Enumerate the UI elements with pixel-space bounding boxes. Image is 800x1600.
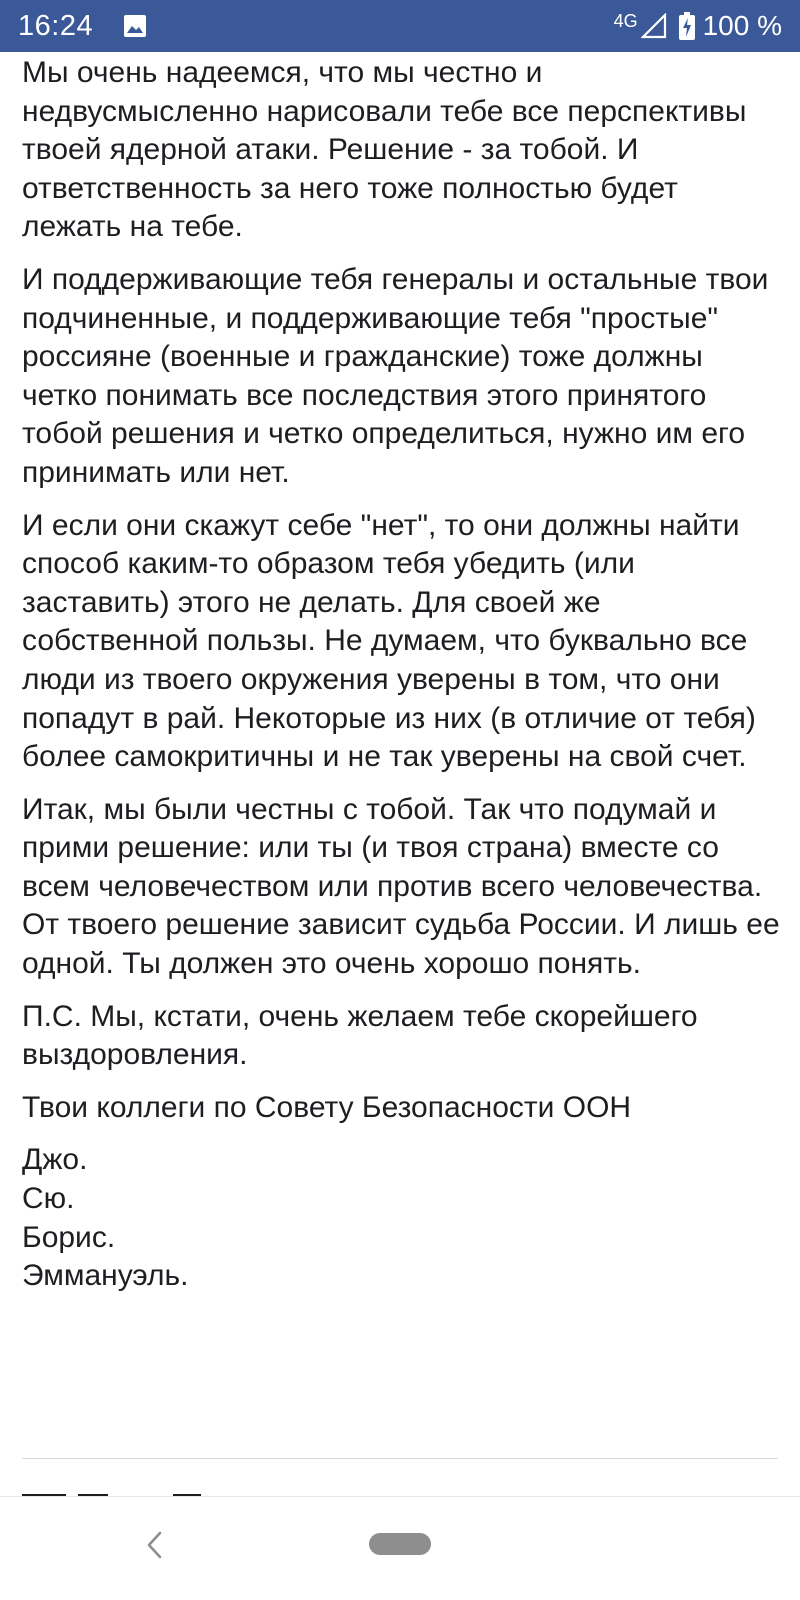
- paragraph: Твои коллеги по Совету Безопасности ООН: [22, 1090, 632, 1124]
- status-bar: [0, 0, 800, 52]
- back-icon[interactable]: [140, 1527, 170, 1563]
- signature-block: [22, 1141, 782, 1295]
- signature-line: Борис.: [22, 1220, 116, 1254]
- signature-line: Эммануэль.: [22, 1259, 189, 1293]
- navigation-bar: [0, 1496, 800, 1600]
- battery-charging-icon: [679, 12, 695, 40]
- paragraph: И поддерживающие тебя генералы и остальные твои подчиненные, и поддерживающие тебя "простые" россияне (военные и гражданские) тоже должны четко понимать все последствия этого принятого тобой решения и четко определиться, нужно им его принимать или нет.: [22, 262, 769, 489]
- paragraph: П.С. Мы, кстати, очень желаем тебе скорейшего выздоровления.: [22, 999, 698, 1072]
- network-type: 4G: [613, 10, 638, 31]
- paragraph: Мы очень надеемся, что мы честно и недвусмысленно нарисовали тебе все перспективы твоей ядерной атаки. Решение - за тобой. И ответственность за него тоже полностью будет лежать на тебе.: [22, 56, 747, 244]
- paragraph: Итак, мы были честны с тобой. Так что подумай и прими решение: или ты (и твоя страна) вместе со всем человечеством или против всего человечества. От твоего решение зависит судьба России. И лишь ее одной. Ты должен это очень хорошо понять.: [22, 792, 780, 981]
- divider: [22, 1458, 778, 1459]
- status-indicators: [614, 10, 782, 42]
- signal-icon: [641, 13, 667, 39]
- status-time: 16:24: [18, 9, 94, 42]
- paragraph: И если они скажут себе "нет", то они должны найти способ каким-то образом тебя убедить (или заставить) этого не делать. Для своей же собственной пользы. Не думаем, что буквально все люди из твоего окружения уверены в том, что они попадут в рай. Некоторые из них (в отличие от тебя) более самокритичны и не так уверены на свой счет.: [22, 508, 756, 774]
- gallery-icon: [123, 14, 147, 38]
- signature-line: Сю.: [22, 1182, 75, 1216]
- battery-percentage: 100 %: [702, 10, 782, 41]
- home-pill-icon[interactable]: [369, 1533, 431, 1555]
- article-body: [22, 54, 782, 1310]
- signature-line: Джо.: [22, 1143, 88, 1177]
